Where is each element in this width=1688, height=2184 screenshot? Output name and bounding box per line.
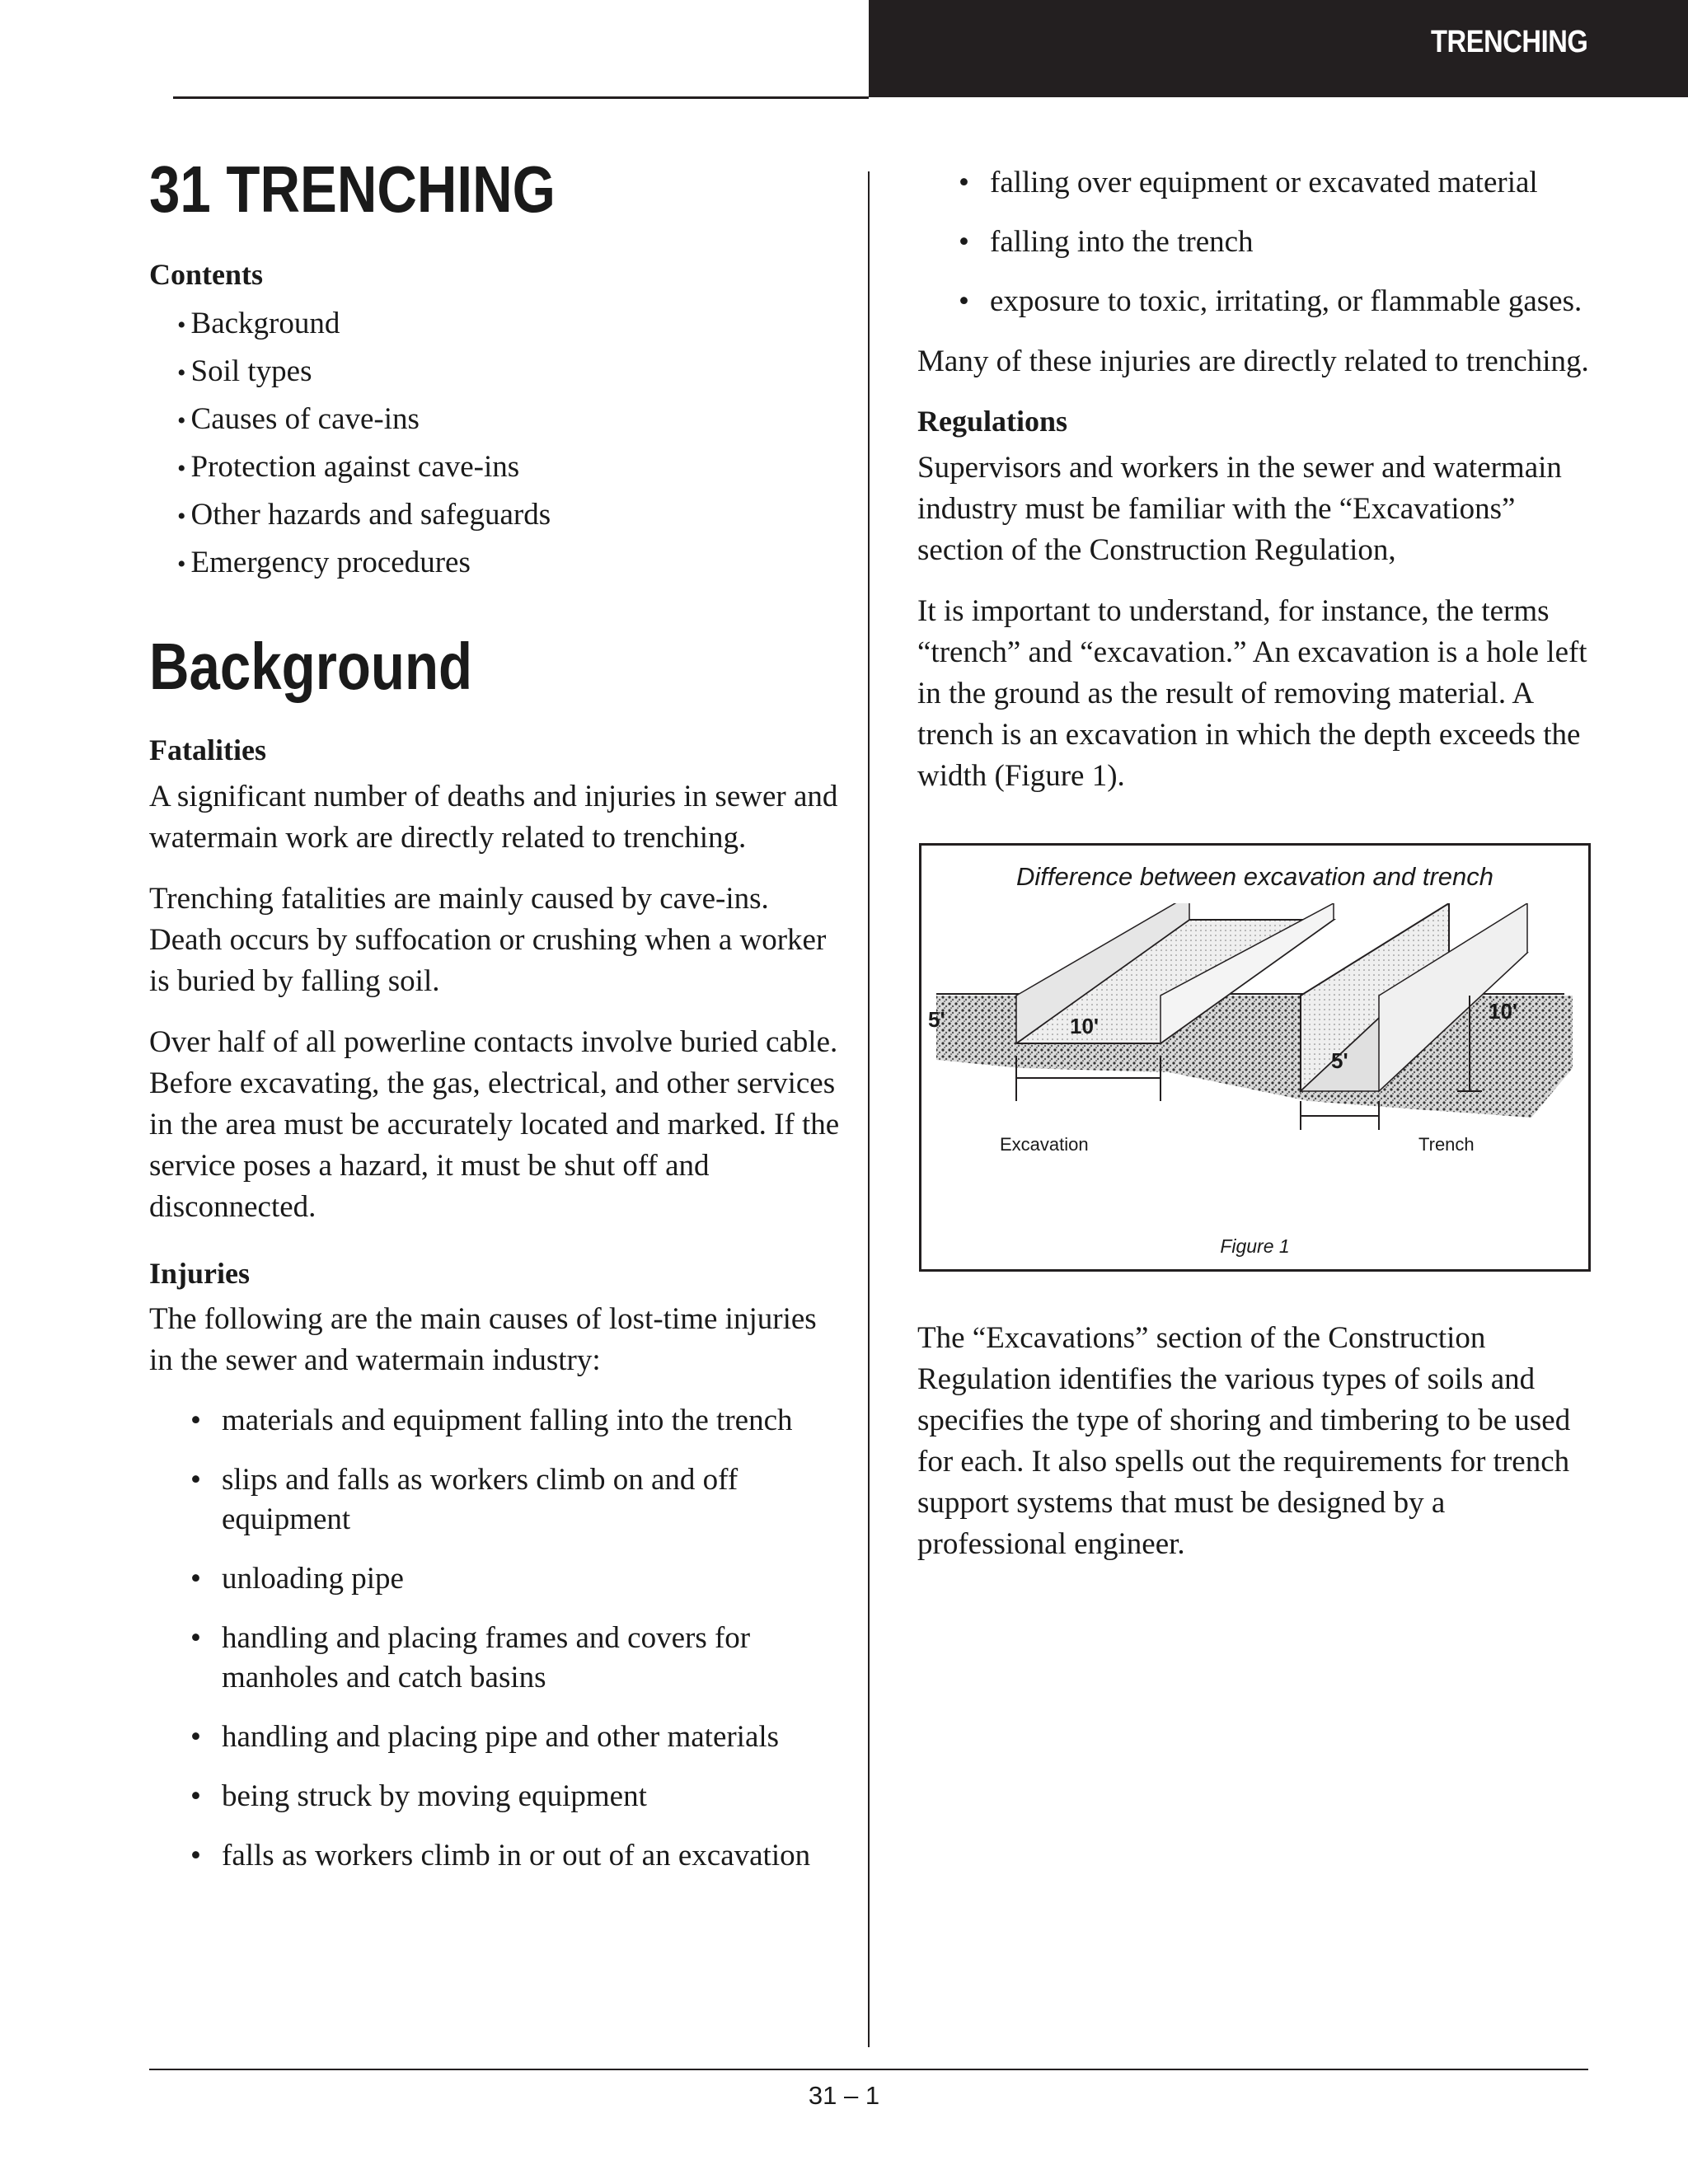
trench-width-label: 5' [1331, 1047, 1348, 1073]
column-divider [868, 171, 870, 2047]
contents-item: • Background [177, 301, 842, 349]
excavation-depth-label: 5' [928, 1006, 945, 1032]
header-section-label: TRENCHING [1430, 25, 1587, 59]
excavation-trench-diagram [921, 903, 1588, 1175]
background-heading: Background [149, 629, 473, 703]
figure-1 [919, 843, 1591, 1272]
fatalities-heading: Fatalities [149, 733, 266, 766]
left-column [149, 152, 842, 1896]
fatalities-paragraph: Trenching fatalities are mainly caused by cave-ins. Death occurs by suffocation or crushing when a worker is buried by falling soil. [149, 881, 827, 998]
list-item: • falls as workers climb in or out of an excavation [190, 1836, 842, 1876]
header-bar [869, 0, 1688, 97]
list-item: • slips and falls as workers climb on and off equipment [190, 1460, 842, 1540]
list-item: • falling over equipment or excavated material [959, 163, 1601, 203]
list-item: • being struck by moving equipment [190, 1777, 842, 1816]
injuries-heading: Injuries [149, 1256, 251, 1290]
fatalities-paragraph: A significant number of deaths and injuries in sewer and watermain work are directly related to trenching. [149, 779, 838, 855]
list-item: • exposure to toxic, irritating, or flammable gases. [959, 282, 1601, 321]
injuries-list [190, 1401, 842, 1876]
page-number: 31 – 1 [808, 2081, 880, 2110]
list-item: • unloading pipe [190, 1559, 842, 1599]
list-item: • handling and placing frames and covers for manholes and catch basins [190, 1619, 842, 1698]
excavation-width-label: 10' [1070, 1013, 1100, 1038]
injuries-closing: Many of these injuries are directly related to trenching. [917, 344, 1589, 378]
injuries-intro: The following are the main causes of lost-time injuries in the sewer and watermain industry: [149, 1302, 817, 1378]
right-column [917, 163, 1601, 1585]
list-item: • handling and placing pipe and other materials [190, 1718, 842, 1757]
contents-item: • Causes of cave-ins [177, 396, 842, 444]
list-item: • falling into the trench [959, 223, 1601, 262]
header-rule [173, 96, 869, 99]
trench-label: Trench [1418, 1133, 1475, 1155]
regulations-paragraph: The “Excavations” section of the Construction Regulation identifies the various types of soils and specifies the type of shoring and timbering to be used for each. It also spells out the requirements for trench support systems that must be designed by a professional engineer. [917, 1320, 1571, 1561]
regulations-heading: Regulations [917, 405, 1068, 438]
contents-heading: Contents [149, 258, 264, 291]
regulations-paragraph: It is important to understand, for instance, the terms “trench” and “excavation.” An excavation is a hole left in the ground as the result of removing material. A trench is an excavation in which the depth exceeds the width (Figure 1). [917, 593, 1587, 793]
contents-item: • Protection against cave-ins [177, 444, 842, 492]
contents-item: • Other hazards and safeguards [177, 492, 842, 540]
regulations-paragraph: Supervisors and workers in the sewer and watermain industry must be familiar with the “Excavations” section of the Construction Regulation, [917, 450, 1562, 567]
page-title: 31 TRENCHING [149, 152, 556, 226]
excavation-label: Excavation [1000, 1133, 1089, 1155]
contents-item: • Soil types [177, 349, 842, 396]
contents-item: • Emergency procedures [177, 540, 842, 588]
figure-title: Difference between excavation and trench [1015, 861, 1494, 891]
list-item: • materials and equipment falling into the trench [190, 1401, 842, 1441]
injuries-list-continued [959, 163, 1601, 321]
contents-list [177, 301, 842, 588]
fatalities-paragraph: Over half of all powerline contacts involve buried cable. Before excavating, the gas, electrical, and other services in the area must be accurately located and marked. If the service poses a hazard, it must be shut off and disconnected. [149, 1024, 840, 1224]
trench-depth-label: 10' [1489, 998, 1518, 1024]
figure-caption: Figure 1 [1220, 1235, 1290, 1257]
footer-rule [149, 2069, 1588, 2070]
